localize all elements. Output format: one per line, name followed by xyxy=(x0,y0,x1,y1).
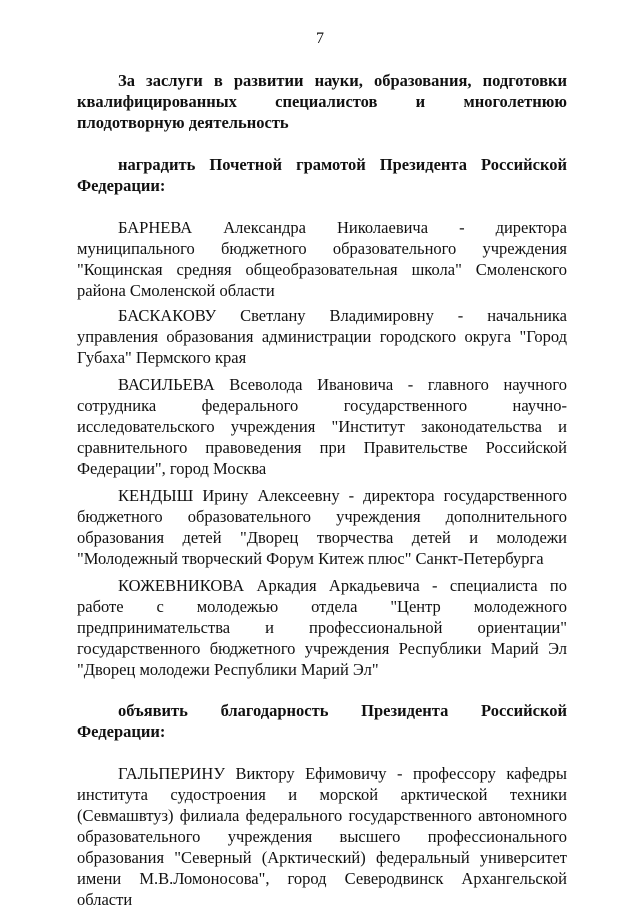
gratitude-entry: ГАЛЬПЕРИНУ Виктору Ефимовичу - профессору кафедры института судостроения и морской арктической техники (Севмашвтуз) филиала федерального государственного автономного образовательного учреждения высшего профессионального образования "Северный (Арктический) федеральный университет имени М.В.Ломоносова", город Северодвинск Архангельской области xyxy=(77,764,567,909)
page-number: 7 xyxy=(316,30,324,47)
intro-paragraph: За заслуги в развитии науки, образования, подготовки квалифицированных специалистов и многолетнюю плодотворную деятельность xyxy=(77,71,567,132)
gratitude-section-heading: объявить благодарность Президента Российской Федерации: xyxy=(77,701,567,741)
awardee-entry: БАРНЕВА Александра Николаевича - директора муниципального бюджетного образовательного учреждения "Кощинская средняя общеобразовательная школа" Смоленского района Смоленской области xyxy=(77,218,567,300)
awardee-entry: БАСКАКОВУ Светлану Владимировну - начальника управления образования администрации городского округа "Город Губаха" Пермского края xyxy=(77,306,567,367)
award-section-heading: наградить Почетной грамотой Президента Российской Федерации: xyxy=(77,155,567,195)
awardee-entry: ВАСИЛЬЕВА Всеволода Ивановича - главного научного сотрудника федерального государственного научно-исследовательского учреждения "Институт законодательства и сравнительного правоведения при Правительстве Российской Федерации", город Москва xyxy=(77,375,567,478)
awardee-entry: КЕНДЫШ Ирину Алексеевну - директора государственного бюджетного образовательного учреждения дополнительного образования детей "Дворец творчества детей и молодежи "Молодежный творческий Форум Китеж плюс" Санкт-Петербурга xyxy=(77,486,567,568)
document-body xyxy=(77,70,567,910)
awardee-entry: КОЖЕВНИКОВА Аркадия Аркадьевича - специалиста по работе с молодежью отдела "Центр молодежного предпринимательства и профессиональной ориентации" государственного бюджетного учреждения Республики Марий Эл "Дворец молодежи Республики Марий Эл" xyxy=(77,576,567,679)
